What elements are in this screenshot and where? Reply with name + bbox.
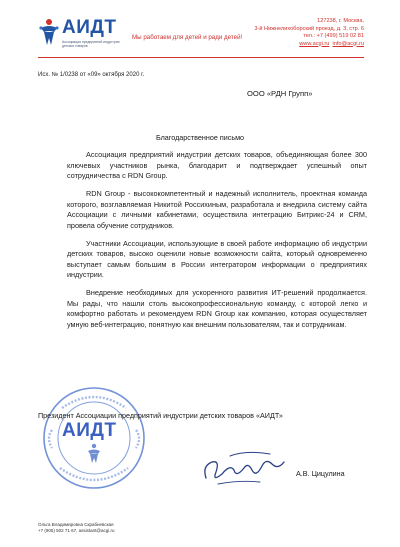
phone: тел.: +7 (499) 519 02 81 — [303, 33, 364, 39]
site-link[interactable]: www.acgi.ru — [299, 40, 330, 47]
paragraph: RDN Group - высококомпетентный и надежный исполнитель, проектная команда которого, возглавляемая Никитой Россихиным, разработала и внедрила систему сайта Ассоциации с личными кабинетами, осуществила интеграцию Битрикс-24 и CRM, провела обучение сотрудников. — [67, 188, 367, 230]
paragraph: Ассоциация предприятий индустрии детских товаров, объединяющая более 300 ключевых участников рынка, благодарит и подтверждает успешный опыт сотрудничества с RDN Group. — [67, 150, 367, 181]
paragraph: Участники Ассоциации, использующие в своей работе информацию об индустрии детских товаров, высоко оценили новые возможности сайта, который одновременно выступает самым большим в России интегратором информации о предприятиях индустрии. — [67, 238, 367, 280]
stamp-name: АИДТ — [62, 420, 117, 441]
email-link[interactable]: info@acgi.ru — [332, 40, 364, 47]
signer-name: А.В. Цицулина — [296, 469, 345, 478]
logo-name: АИДТ — [62, 17, 117, 38]
association-stamp — [40, 380, 148, 520]
letter-body — [67, 150, 367, 338]
letter-title: Благодарственное письмо — [155, 133, 245, 142]
contact-details: +7 (905) 502 71 67, assistant@acgi.ru — [38, 528, 115, 533]
handwritten-signature-icon — [200, 448, 290, 490]
slogan: Мы работаем для детей и ради детей! — [132, 34, 243, 41]
letterhead-divider — [38, 57, 364, 58]
address-line-1: 127238, г. Москва, — [317, 18, 364, 24]
footer-contact — [38, 522, 115, 534]
association-logo — [38, 18, 128, 52]
contact-person: Ольга Владимировна Скрабневская — [38, 522, 114, 527]
address-line-2: 3-й Нижнелихоборский проезд, д. 3, стр. 6 — [254, 25, 364, 32]
web-links — [194, 41, 364, 49]
signature-line: Президент Ассоциации предприятий индустрии детских товаров «АИДТ» — [38, 411, 283, 420]
contact-block — [194, 18, 364, 48]
stamp-seal-icon — [40, 380, 148, 520]
outgoing-reference: Исх. № 1/0238 от «09» октября 2020 г. — [38, 72, 145, 78]
recipient: ООО «РДН Групп» — [247, 89, 313, 98]
logo-subtitle: Ассоциация предприятий индустрии детских товаров — [62, 40, 120, 48]
paragraph: Внедрение необходимых для ускоренного развития ИТ-решений продолжается. Мы рады, что нашли столь высокопрофессиональную команду, с которой легко и комфортно работать и рекомендуем RDN Group как компанию, которая осуществляет умную веб-интеграцию, понятную как внешним пользователям, так и сотрудникам. — [67, 288, 367, 329]
child-emblem-icon — [38, 18, 60, 48]
